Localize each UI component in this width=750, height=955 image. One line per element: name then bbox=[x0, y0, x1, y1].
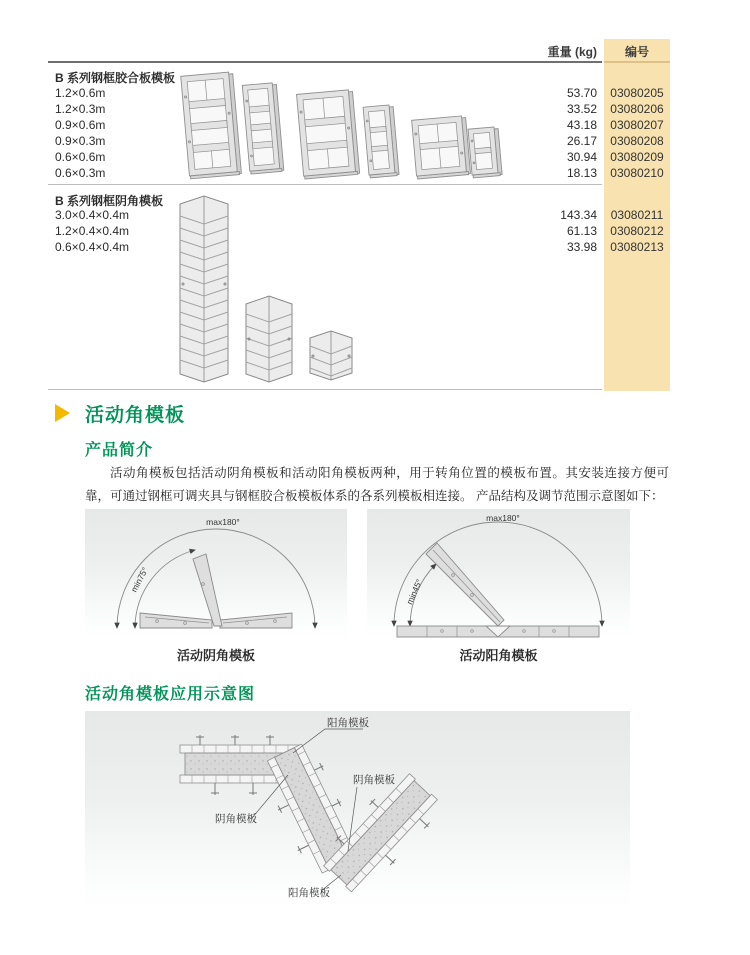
flat-panel-drawings bbox=[180, 70, 510, 182]
code-cell: 03080210 bbox=[610, 166, 664, 180]
intro-paragraph: 活动角模板包括活动阴角模板和活动阳角模板两种，用于转角位置的模板布置。其安装连接方便可靠，可通过钢框可调夹具与钢框胶合板模板体系的各系列模板相连接。 产品结构及调节范围示意图如下： bbox=[85, 466, 669, 504]
size-cell: 3.0×0.4×0.4m bbox=[55, 208, 130, 222]
size-cell: 0.6×0.6m bbox=[55, 150, 106, 164]
table-section-title: B 系列钢框胶合板模板 bbox=[55, 71, 176, 85]
outer-corner-diagram-box bbox=[367, 509, 630, 638]
weight-cell: 61.13 bbox=[566, 224, 597, 238]
section-title: 活动角模板 bbox=[85, 405, 186, 426]
label-outer-corner-bottom: 阳角模板 bbox=[288, 887, 330, 899]
weight-cell: 43.18 bbox=[566, 118, 597, 132]
weight-cell: 143.34 bbox=[560, 208, 597, 222]
panel-0.9x0.3 bbox=[363, 105, 399, 178]
size-cell: 1.2×0.4×0.4m bbox=[55, 224, 130, 238]
outer-corner-diagram bbox=[367, 509, 630, 638]
code-cell: 03080208 bbox=[610, 134, 664, 148]
panel-shapes bbox=[140, 554, 292, 628]
panel-shapes bbox=[397, 543, 599, 637]
weight-cell: 33.52 bbox=[566, 102, 597, 116]
code-column-header: 编号 bbox=[624, 45, 649, 59]
table-section-title: B 系列钢框阴角模板 bbox=[55, 194, 164, 208]
min-angle-label: min45° bbox=[404, 577, 425, 606]
weight-cell: 33.98 bbox=[566, 240, 597, 254]
size-cell: 0.6×0.3m bbox=[55, 166, 106, 180]
size-cell: 0.9×0.6m bbox=[55, 118, 106, 132]
code-cell: 03080205 bbox=[610, 86, 664, 100]
inner-corner-diagram-box bbox=[85, 509, 347, 638]
table-row bbox=[0, 208, 750, 224]
corner-panel-3.0m bbox=[180, 196, 228, 382]
intro-heading: 产品简介 bbox=[85, 442, 154, 459]
diagram-caption: 活动阳角模板 bbox=[459, 648, 538, 663]
size-cell: 1.2×0.3m bbox=[55, 102, 106, 116]
corner-panel-0.6m bbox=[310, 331, 352, 380]
size-cell: 1.2×0.6m bbox=[55, 86, 106, 100]
min-angle-label: min75° bbox=[128, 565, 151, 594]
table-row bbox=[0, 240, 750, 256]
label-inner-corner-left: 阴角模板 bbox=[215, 813, 257, 825]
header-rule-beige bbox=[604, 61, 670, 63]
table-header-row bbox=[0, 43, 750, 59]
application-heading: 活动角模板应用示意图 bbox=[85, 686, 256, 703]
label-inner-corner-right: 阴角模板 bbox=[353, 774, 395, 786]
corner-panel-drawings bbox=[170, 194, 370, 386]
code-cell: 03080213 bbox=[610, 240, 664, 254]
table-row bbox=[0, 224, 750, 240]
header-rule bbox=[48, 61, 602, 63]
size-cell: 0.6×0.4×0.4m bbox=[55, 240, 130, 254]
inner-corner-diagram bbox=[85, 509, 347, 638]
application-diagram-box bbox=[85, 711, 630, 907]
code-cell: 03080207 bbox=[610, 118, 664, 132]
panel-0.9x0.6 bbox=[297, 90, 360, 180]
section-bullet-triangle-icon bbox=[55, 404, 70, 422]
label-outer-corner-top: 阳角模板 bbox=[327, 717, 369, 729]
weight-column-header: 重量 (kg) bbox=[547, 45, 597, 59]
code-cell: 03080212 bbox=[610, 224, 664, 238]
code-cell: 03080206 bbox=[610, 102, 664, 116]
table-bottom-rule bbox=[48, 389, 602, 390]
weight-cell: 18.13 bbox=[566, 166, 597, 180]
corner-panel-1.2m bbox=[246, 296, 292, 382]
panel-1.2x0.3 bbox=[242, 83, 284, 175]
panel-0.6x0.6 bbox=[412, 116, 471, 179]
panel-1.2x0.6 bbox=[181, 72, 242, 179]
section-divider bbox=[48, 184, 602, 185]
size-cell: 0.9×0.3m bbox=[55, 134, 106, 148]
application-diagram bbox=[85, 711, 630, 907]
code-cell: 03080211 bbox=[610, 208, 664, 222]
max-angle-label: max180° bbox=[206, 517, 240, 527]
weight-cell: 26.17 bbox=[566, 134, 597, 148]
diagram-caption: 活动阴角模板 bbox=[176, 648, 255, 663]
code-cell: 03080209 bbox=[610, 150, 664, 164]
weight-cell: 53.70 bbox=[566, 86, 597, 100]
weight-cell: 30.94 bbox=[566, 150, 597, 164]
max-angle-label: max180° bbox=[486, 513, 520, 523]
panel-0.6x0.3 bbox=[468, 127, 502, 178]
